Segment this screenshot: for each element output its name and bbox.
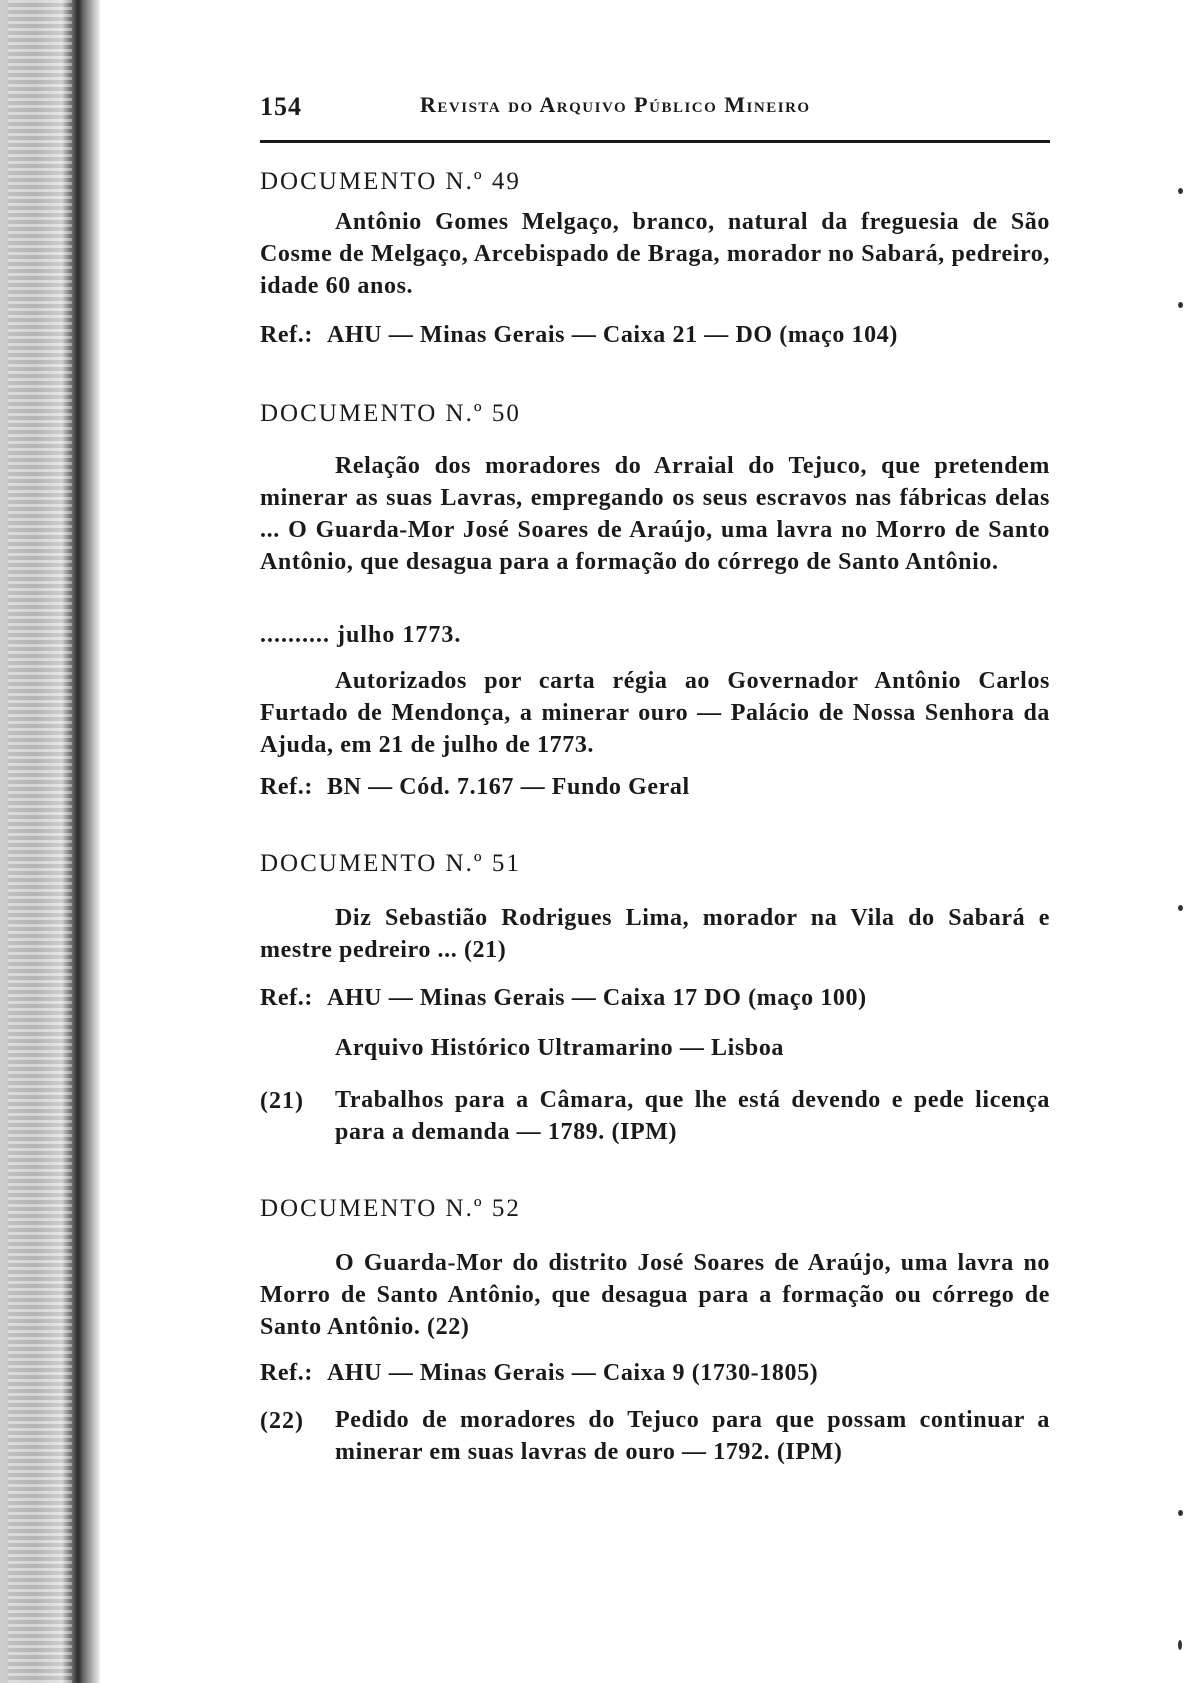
document-52-body: O Guarda-Mor do distrito José Soares de Araújo, uma lavra no Morro de Santo Antônio, que desagua para a formação ou córrego de Santo Antônio. (22) bbox=[260, 1250, 1050, 1340]
ref-label: Ref.: bbox=[260, 322, 313, 348]
document-49-ref bbox=[260, 322, 898, 349]
ref-label: Ref.: bbox=[260, 985, 313, 1011]
scan-speck bbox=[1178, 188, 1183, 194]
document-51-title: DOCUMENTO N.º 51 bbox=[260, 850, 521, 877]
scan-speck bbox=[1178, 1640, 1182, 1650]
footnote-21-text: Trabalhos para a Câmara, que lhe está devendo e pede licença para a demanda — 1789. (IPM) bbox=[335, 1087, 1050, 1145]
document-50-title: DOCUMENTO N.º 50 bbox=[260, 400, 521, 427]
scan-speck bbox=[1178, 302, 1183, 308]
header-rule bbox=[260, 140, 1050, 143]
ref-label: Ref.: bbox=[260, 774, 313, 800]
ref-label: Ref.: bbox=[260, 1360, 313, 1386]
document-page bbox=[260, 80, 1050, 1680]
document-49-body: Antônio Gomes Melgaço, branco, natural da freguesia de São Cosme de Melgaço, Arcebispado de Braga, morador no Sabará, pedreiro, idade 60 anos. bbox=[260, 209, 1050, 299]
document-50-ref bbox=[260, 774, 690, 801]
ref-text: AHU — Minas Gerais — Caixa 9 (1730-1805) bbox=[326, 1360, 819, 1386]
document-50-body: Relação dos moradores do Arraial do Tejuco, que pretendem minerar as suas Lavras, empregando os seus escravos nas fábricas delas ... O Guarda-Mor José Soares de Araújo, uma lavra no Morro de Santo Antônio, que desagua para a formação do córrego de Santo Antônio. bbox=[260, 453, 1050, 575]
ref-text: AHU — Minas Gerais — Caixa 21 — DO (maço 104) bbox=[326, 322, 898, 348]
footnote-22-text: Pedido de moradores do Tejuco para que possam continuar a minerar em suas lavras de ouro — 1792. (IPM) bbox=[335, 1407, 1050, 1465]
footnote-22-number: (22) bbox=[260, 1408, 304, 1434]
scan-speck bbox=[1178, 1510, 1183, 1516]
scan-speck bbox=[1178, 905, 1183, 911]
footnote-21-number: (21) bbox=[260, 1088, 304, 1114]
document-50-body-2: Autorizados por carta régia ao Governador Antônio Carlos Furtado de Mendonça, a minerar ouro — Palácio de Nossa Senhora da Ajuda, em 21 de julho de 1773. bbox=[260, 668, 1050, 758]
document-49-title: DOCUMENTO N.º 49 bbox=[260, 168, 521, 195]
document-52-ref bbox=[260, 1360, 818, 1387]
ref-text: AHU — Minas Gerais — Caixa 17 DO (maço 100) bbox=[326, 985, 867, 1011]
book-binding-edge bbox=[0, 0, 100, 1683]
document-51-ref bbox=[260, 985, 867, 1012]
page-number: 154 bbox=[260, 92, 302, 121]
page-header bbox=[260, 92, 1050, 132]
document-50-date-line: .......... julho 1773. bbox=[260, 622, 462, 648]
document-52-title: DOCUMENTO N.º 52 bbox=[260, 1195, 521, 1222]
running-title: Revista do Arquivo Público Mineiro bbox=[420, 92, 811, 117]
document-51-archive: Arquivo Histórico Ultramarino — Lisboa bbox=[335, 1035, 785, 1061]
document-51-body: Diz Sebastião Rodrigues Lima, morador na Vila do Sabará e mestre pedreiro ... (21) bbox=[260, 905, 1050, 963]
ref-text: BN — Cód. 7.167 — Fundo Geral bbox=[326, 774, 690, 800]
